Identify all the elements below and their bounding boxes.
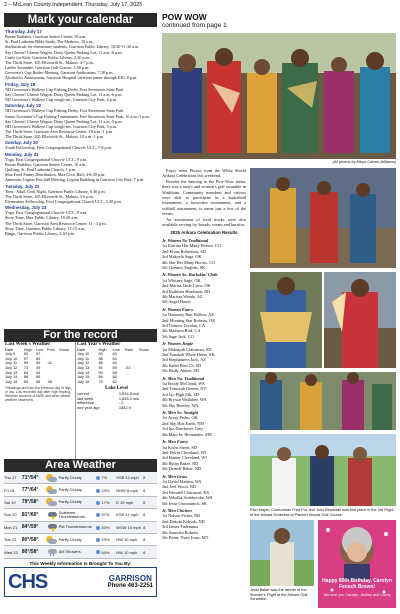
record-section xyxy=(4,342,157,459)
winner-caption: Jessi Baker was the winner of the Women's Flight at the Arikara Golf Scramble. xyxy=(250,588,308,601)
results-entry: 1st Avery Pedro, OK xyxy=(162,415,198,421)
results-entry: 5th Prime Three Irons, MT xyxy=(162,535,209,540)
partly-cloudy-icon xyxy=(46,498,56,506)
calendar-event: Yoga, First Congregational Church- UCC, 9 a.m. xyxy=(5,156,88,162)
weather-wind: E 10 mph xyxy=(116,499,134,505)
weather-wind: SSE 12 mph xyxy=(116,475,139,481)
calendar-event: The Thrift Store, Garrison Area Resource Center, 10 a.m.-1 p.m. xyxy=(5,128,114,134)
last-week-header: Prec xyxy=(46,346,55,352)
last-year-header: High xyxy=(98,346,107,352)
calendar-event: Say Cheese! Cheese Wagon, Dairy Queen Parking Lot, 11 a.m.-6 p.m. xyxy=(5,91,123,97)
raindrop-icon xyxy=(96,501,100,505)
photo-credit: (All photos by Ethyn Calvert-Williams) xyxy=(332,160,396,164)
results-entry: 3rd Stephaneers Jack, AZ xyxy=(162,357,206,363)
raindrop-icon xyxy=(96,550,100,554)
results-entry: 1st Kisen Street, SD xyxy=(162,444,197,450)
weather-rain-value: 40% xyxy=(101,524,110,530)
calendar-event: Story Time, Max Public Library, 10:30 a.m. xyxy=(5,215,79,221)
results-category: Jr. Men So. Straight xyxy=(162,410,198,416)
results-entry: 3rd Kathleen Headman, ND xyxy=(162,288,211,294)
results-entry: 4th Nikolka Scabbyrobe, WA xyxy=(162,495,213,501)
last-week-title: Last Week's Weather xyxy=(5,342,51,347)
results-category: Jr. Men Grass xyxy=(162,473,188,479)
lake-level-cell: last week xyxy=(77,395,94,401)
sponsor-block xyxy=(4,561,157,597)
calendar-event: Boone Builders, Garrison Senior Center, 10 a.m. xyxy=(5,34,87,40)
results-entry: 3rd Makayla Sage, OK xyxy=(162,254,202,260)
weather-rain-chance xyxy=(96,525,116,530)
lake-level-row xyxy=(77,406,156,411)
calendar-event: Say Cheese! Cheese Wagon, Dairy Queen Parking Lot, 11 a.m.-6 p.m. xyxy=(5,49,123,55)
pow-wow-article xyxy=(162,13,396,611)
results-category: Jr. Men Chicken xyxy=(162,507,192,513)
last-week-cell: July 10 xyxy=(5,355,18,361)
results-heading: 2025 Arikara Celebration Results xyxy=(170,230,238,236)
weather-temp: 84°/59° xyxy=(21,524,39,531)
last-week-cell: 99 xyxy=(23,360,29,366)
weather-day: Thu 17 xyxy=(4,475,17,481)
calendar-event: Say Cheese! Cheese Wagon, Dairy Queen Parking Lot, 11 a.m.-5 p.m. xyxy=(5,118,123,124)
lake-level-cell: one year ago xyxy=(77,404,100,410)
thunderstorm-icon xyxy=(46,511,56,519)
last-year-cell: 65 xyxy=(112,374,117,380)
dancer-photo-1 xyxy=(250,168,396,268)
last-year-cell xyxy=(139,380,156,385)
weather-forecast xyxy=(4,472,157,559)
article-paragraph: An assortment of food trucks were also available serving fry-breads, cream and burritos. xyxy=(162,216,246,228)
last-week-cell: July 12 xyxy=(5,364,18,370)
weather-day-row xyxy=(4,509,157,521)
results-entry: 5th Sage Jack, CO xyxy=(162,333,194,339)
last-year-row xyxy=(77,380,156,385)
weather-day: Tue 22 xyxy=(4,537,17,543)
last-week-cell: 49 xyxy=(36,364,41,370)
last-week-cell: 60 xyxy=(36,355,41,361)
calendar-event: Alcoholics Anonymous, Garrison Hospital cafeteria (enter through ER), 8 p.m. xyxy=(5,75,138,81)
results-entry: 3rd Hunter Cleveland, WI xyxy=(162,455,207,461)
calendar-event: Max Food Pantry Distribution, Max Civic Hall, 4-6:30 p.m. xyxy=(5,172,106,178)
calendar-event: ND Governor's Walleye Cup weigh-ins, Garrison City Park, 4 p.m. xyxy=(5,97,118,103)
weather-rain-chance xyxy=(96,488,116,493)
dancer-photo-2 xyxy=(250,272,322,368)
last-week-cell: 88 xyxy=(23,374,29,380)
last-year-weather xyxy=(76,342,157,459)
last-week-cell: July 13 xyxy=(5,369,18,375)
last-week-cell: 59 xyxy=(36,360,41,366)
results-entry: 3rd Iyo High Elk, SD xyxy=(162,391,199,397)
last-year-cell: 86 xyxy=(98,374,103,380)
weather-wind: NNW 8 mph xyxy=(116,487,139,493)
last-year-cell: 62 xyxy=(112,378,117,384)
weather-condition: Scattered Thunderstorms xyxy=(58,509,85,519)
calendar-event: ND Governor's Walleye Cup Fishing Derby, Fort Stevenson State Park xyxy=(5,86,124,92)
last-week-cell: 84 xyxy=(23,369,29,375)
results-entry: 4th Madison Bird, CA xyxy=(162,328,201,334)
last-year-cell: 90 xyxy=(98,369,103,375)
last-year-cell: 69 xyxy=(112,364,117,370)
last-year-cell: July 14 xyxy=(77,369,90,375)
results-entry: 1st Katrina Her Many Horses, CO xyxy=(162,243,221,249)
weather-temp: 79°/58° xyxy=(21,499,39,506)
raindrop-icon xyxy=(96,526,100,530)
weather-rain-value: 24% xyxy=(101,487,110,493)
weather-day-row xyxy=(4,546,157,558)
lake-level-cell: difference xyxy=(77,400,95,406)
area-weather-title: Area Weather xyxy=(4,459,157,472)
golf-caption: Rich Mayer, Councilman Fred Fox and John Beanstall took first place in the 3rd Flight of the Arikara Scramble at Painted Woods Golf Course. xyxy=(250,508,394,517)
results-entry: 1st Makaiyah Clairmont, SD xyxy=(162,346,212,352)
calendar-event: ND Governor's Walleye Cup weigh-ins, Garrison City Park, 5 p.m. xyxy=(5,123,118,129)
last-week-cell xyxy=(59,380,74,385)
weather-rain-chance xyxy=(96,550,116,555)
last-week-header: Date xyxy=(5,346,14,352)
lake-level-cell: 1842.9 xyxy=(118,404,131,410)
results-entry: 2nd David Cleveland, WI xyxy=(162,449,207,455)
lake-level-title: Lake Level xyxy=(105,386,128,392)
results-entry: 5th Angel Harris xyxy=(162,299,191,305)
article-body xyxy=(162,168,246,608)
results-entry: 2nd Elyna Robertson, SD xyxy=(162,248,206,254)
birthday-ad xyxy=(318,520,396,608)
results-category: Jr. Women No Traditional xyxy=(162,237,209,243)
last-year-header: Snow xyxy=(138,346,149,352)
last-week-cell: 54 xyxy=(36,369,41,375)
weather-day: Mon 21 xyxy=(4,524,18,530)
results-category: Jr. Men No. Traditional xyxy=(162,375,205,381)
last-week-table xyxy=(5,348,74,385)
weather-wind: WSW 10 mph xyxy=(116,524,141,530)
last-year-cell: 58 xyxy=(112,369,117,375)
weather-temp: 77°/64° xyxy=(21,487,39,494)
last-year-header: Date xyxy=(77,346,86,352)
article-title: POW WOW xyxy=(162,12,207,22)
results-entry: 4th Marissa Wendy, AZ xyxy=(162,293,203,299)
weather-rain-value: 57% xyxy=(101,512,110,518)
calendar-day-heading: Friday, July 18 xyxy=(5,81,36,87)
calendar-event: American Legion Post #49 Meeting, Legion Building in Garrison City Park, 7 p.m. xyxy=(5,177,145,183)
dancer-photo-3 xyxy=(324,272,396,368)
results-entry: 2nd Yanehah White Horse, SK xyxy=(162,352,215,357)
results-entry: 3rd Wendell Clairmont, KS xyxy=(162,489,210,495)
weather-condition: Partly Cloudy xyxy=(58,499,82,505)
weather-rain-value: 23% xyxy=(101,537,110,543)
weather-rain-value: 54% xyxy=(101,549,110,555)
weather-day-row xyxy=(4,472,157,484)
last-year-cell: 91 xyxy=(98,364,103,370)
results-entry: 4th Bryson Wallahee, WA xyxy=(162,397,207,403)
calendar-day-heading: Saturday, July 19 xyxy=(5,103,41,109)
dancer-photo-4 xyxy=(250,372,396,430)
weather-condition: Partly Cloudy xyxy=(58,474,82,480)
last-week-cell: July 14 xyxy=(5,374,18,380)
last-week-row xyxy=(5,380,74,385)
last-week-cell: .11 xyxy=(46,360,53,366)
last-week-cell: 58 xyxy=(36,378,41,384)
weather-day-row xyxy=(4,484,157,496)
weather-rain-value: 7% xyxy=(101,475,108,481)
last-year-cell: 86 xyxy=(98,355,103,361)
calendar-event: Quilting, St. Paul Lutheran Church, 1 p.m. xyxy=(5,167,77,173)
last-year-cell: 64 xyxy=(112,355,117,361)
last-week-cell: July 9 xyxy=(5,351,16,357)
weather-uv: 8 xyxy=(143,475,146,481)
raindrop-icon xyxy=(96,513,100,517)
weather-temp: 71°/54° xyxy=(21,474,39,481)
weather-day: Fri 18 xyxy=(4,487,15,493)
last-year-cell: July 10 xyxy=(77,351,90,357)
weather-condition: Partly Cloudy xyxy=(58,536,82,542)
last-week-cell: July 15 xyxy=(5,378,18,384)
chs-logo: CHS xyxy=(8,570,48,593)
lake-level-cell: -.2 xyxy=(118,400,124,406)
weather-day: Sun 20 xyxy=(4,512,17,518)
results-entry: 5th Darnell Baker, ND xyxy=(162,466,201,472)
results-entry: 2nd Joel Wood, ND xyxy=(162,484,196,490)
raindrop-icon xyxy=(96,538,100,542)
last-year-cell: 79 xyxy=(98,378,103,384)
calendar-event: The Thrift Store, 105 Ellsworth St., Makoti, 10 a.m.-1 p.m. xyxy=(5,134,105,140)
results-category: Jr. Men Fancy xyxy=(162,439,189,445)
last-week-cell: 73 xyxy=(23,364,29,370)
calendar-day-heading: Monday, July 21 xyxy=(5,151,39,157)
calendar-event: The Thrift Store, Garrison Area Resource Center, 11 - 3 p.m. xyxy=(5,220,107,226)
birthday-sub: We love you Carolyn, Ashley and Corey xyxy=(323,593,391,597)
last-week-header: Low xyxy=(36,346,44,352)
calendar-event: Boone Builders, Garrison Senior Center, 10 a.m. xyxy=(5,161,87,167)
raindrop-icon xyxy=(96,476,100,480)
weather-wind: NW 10 mph xyxy=(116,537,138,543)
last-week-weather xyxy=(4,342,76,459)
results-entry: 1st Nelson Fisher, ND xyxy=(162,513,201,519)
last-year-cell: July 12 xyxy=(77,360,90,366)
weather-rain-chance xyxy=(96,500,116,505)
lake-level-cell: 1,834.8 msl xyxy=(118,390,140,396)
last-week-cell: .06 xyxy=(46,378,53,384)
results-entry: 4th Rylan Baker, ND xyxy=(162,460,199,466)
weather-day: Wed 23 xyxy=(4,549,18,555)
jessi-baker-photo xyxy=(250,520,314,586)
calendar-event: The Thrift Store, 105 Ellsworth St., Makoti, 3-6 p.m. xyxy=(5,193,94,199)
last-year-cell: 86 xyxy=(98,360,103,366)
last-year-cell: July 15 xyxy=(77,374,90,380)
calendar-day-heading: Sunday, July 20 xyxy=(5,140,38,146)
last-year-cell: 63 xyxy=(112,360,117,366)
weather-uv: 8 xyxy=(143,487,146,493)
calendar-event: Youth Fellowship, First Congregational Church- UCC, 7-8 p.m. xyxy=(5,145,112,151)
calendar-event: Elementary Fellowship, First Congregational Church UCC, 5:30 p.m. xyxy=(5,199,122,204)
results-entry: 4th Star Her Many Horses, CO xyxy=(162,259,216,265)
results-entry: 5th Hadly Akken, SD xyxy=(162,368,199,374)
weather-uv: 8 xyxy=(143,537,146,543)
calendar-event: St. Paul Lutheran Bible Study, The Medows, 10 a.m. xyxy=(5,39,94,45)
last-year-cell: July 13 xyxy=(77,364,90,370)
weather-uv: 8 xyxy=(143,524,146,530)
calendar-list xyxy=(4,27,157,328)
results-entry: 1st Brody McCloud, WA xyxy=(162,381,205,387)
weather-uv: 8 xyxy=(143,499,146,505)
results-entry: 2nd Tomorah Greens, NV xyxy=(162,386,207,392)
calendar-day-heading: Thursday, July 17 xyxy=(5,29,42,34)
last-year-title: Last Year's Weather xyxy=(77,342,121,347)
thunderstorm-icon xyxy=(46,523,56,531)
results-entry: 5th Sky Beasley, WA xyxy=(162,402,199,408)
weather-condition: Partly Cloudy xyxy=(58,487,82,493)
weather-rain-chance xyxy=(96,537,116,542)
sponsor-town: GARRISON xyxy=(108,574,152,584)
last-week-cell: 89 xyxy=(23,378,29,384)
results-category: Jr. Women So. Buckskin/ Cloth xyxy=(162,272,218,278)
calendar-event: Bingo, Garrison Public Library, 2:30 p.m. xyxy=(5,230,76,236)
results-entry: 1st David Madera, WA xyxy=(162,478,202,484)
last-year-header: Low xyxy=(112,346,120,352)
sponsor-ad xyxy=(4,567,157,597)
weather-rain-chance xyxy=(96,475,116,480)
last-week-cell: 57 xyxy=(36,351,41,357)
last-year-cell: July 11 xyxy=(77,355,90,361)
calendar-day-heading: Wednesday, July 23 xyxy=(5,205,47,211)
weather-rain-chance xyxy=(96,512,116,517)
record-title: For the record xyxy=(4,329,157,342)
last-year-cell: 63 xyxy=(112,351,117,357)
birthday-banner: Happy 80th Birthday, Carolyn Fenech Brown! xyxy=(322,578,392,590)
weather-note: *Readings are from the previous day of high, or low. Low recorded day after high reading. Weather courtesy of NWS and other official weather observers. xyxy=(5,386,73,403)
calendar-event: Story Time, Garrison Public Library, 11:15 a.m. xyxy=(5,225,86,231)
results-entry: 5th Jesse Osmoninick, SK xyxy=(162,500,208,506)
last-year-cell: July 16 xyxy=(77,378,90,384)
calendar-title: Mark your calendar xyxy=(4,13,157,27)
weather-wind: ESE 11 mph xyxy=(116,512,139,518)
weather-day-row xyxy=(4,534,157,546)
results-entry: 4th Isabel Bird Ch, SD xyxy=(162,362,202,368)
weather-day: Sat 19 xyxy=(4,499,16,505)
results-entry: 2nd Dakota Kebyah, ND xyxy=(162,518,205,524)
weather-uv: 8 xyxy=(143,512,146,518)
calendar-event: Junior Governor's Cup Fishing Tournament, Fort Stevenson State Park, 10 a.m.-1 p.m. xyxy=(5,113,150,119)
partly-cloudy-icon xyxy=(46,474,56,482)
showers-icon xyxy=(46,548,56,556)
last-year-header: Rain xyxy=(124,346,133,352)
weather-temp: 80°/58° xyxy=(21,536,39,543)
results-entry: 5th Chesney English, SK xyxy=(162,264,206,270)
partly-cloudy-icon xyxy=(46,536,56,544)
calendar-event: Stafftasticals for elementary students, Garrison Public Library, 10:30-11:30 a.m. xyxy=(5,44,140,50)
results-entry: 2nd Marisa Little Crow, OK xyxy=(162,283,211,289)
sponsor-phone: Phone 463-2251 xyxy=(107,583,153,590)
calendar-event: Governor's Cup Rodeo Meeting, Garrison Auditorium, 7:30 p.m. xyxy=(5,70,114,76)
calendar-event: The Thrift Store, 105 Ellsworth St., Makoti, 4-7 p.m. xyxy=(5,59,94,65)
results-entry: 2nd Morning Star Roberts, OK xyxy=(162,317,216,323)
results-entry: 3rd Ipa Dutchover Grey xyxy=(162,426,204,432)
results-entry: 3rd James Padeninus xyxy=(162,524,199,530)
last-week-cell: 97 xyxy=(23,355,29,361)
raindrop-icon xyxy=(96,489,100,493)
last-week-cell: 82 xyxy=(23,351,29,357)
weather-condition: PM Thunderstorms xyxy=(58,524,92,530)
lake-level-cell: 1,835.0 msl xyxy=(118,395,140,401)
left-column xyxy=(4,13,157,611)
results-category: Jr. Women Jingle xyxy=(162,341,193,347)
weather-temp: 81°/60° xyxy=(21,511,39,518)
results-category: Jr. Women Fancy xyxy=(162,306,194,312)
weather-wind: NW 10 mph xyxy=(116,549,138,555)
last-week-cell: July 11 xyxy=(5,360,18,366)
calendar-event: Teen / Adult Craft Night, Garrison Public Library, 6:30 p.m. xyxy=(5,188,106,194)
sponsor-line: This Weekly Information Is Brought To You By: xyxy=(29,560,132,566)
calendar-event: Yoga, First Congregational Church- UCC, 9 a.m. xyxy=(5,210,88,216)
last-year-cell: .02 xyxy=(124,364,131,370)
article-paragraph: Besides the dancing in the Pow-Wow arena, there was a men's and women's golf scramble in Washburn. Community members and visitors were able to participate in a basketball tournament, a horseshoe tournament, and a softball tournament, to name just a few of the events. xyxy=(162,178,246,217)
weather-temp: 80°/58° xyxy=(21,549,39,556)
weather-rain-value: 17% xyxy=(101,499,110,505)
article-subtitle: continued from page 1 xyxy=(162,22,227,29)
last-week-header: Snow xyxy=(59,346,69,352)
last-week-header: High xyxy=(23,346,32,352)
weather-day-row xyxy=(4,522,157,534)
last-year-cell xyxy=(125,380,139,385)
results-entry: 4th Mato Iw Hernandez, MN xyxy=(162,431,212,437)
last-year-cell: 83 xyxy=(98,351,103,357)
partly-cloudy-icon xyxy=(46,486,56,494)
calendar-day-heading: Tuesday, July 22 xyxy=(5,183,40,189)
calendar-event: ND Governor's Walleye Cup Fishing Derby, Fort Stevenson State Park xyxy=(5,108,124,114)
golf-winners-photo xyxy=(250,434,396,506)
results-entry: 4th Sonnoka Roberts xyxy=(162,529,199,535)
results-entry: 1st Whitney Sage, OK xyxy=(162,277,201,283)
weather-day-row xyxy=(4,497,157,509)
weather-condition: AM Showers xyxy=(58,549,81,555)
results-entry: 3rd Genesis Tocalan, CA xyxy=(162,322,206,328)
article-paragraph: Enjoy more Photos from the White Shield Arikara Celebration this weekend. xyxy=(162,168,246,179)
calendar-event: Crafts for Kids, Garrison Public Library, 2:30 p.m. xyxy=(5,54,90,60)
masthead: 2 – McLean County Independent, Thursday, July 17, 2025 xyxy=(4,2,143,8)
lake-level-table xyxy=(77,392,156,410)
calendar-event: Ladies Scramble, Garrison Golf Course, 5:30 p.m. xyxy=(5,65,90,71)
weather-uv: 8 xyxy=(143,549,146,555)
results-entry: 1st Harmony Bun Hollow, AZ xyxy=(162,312,214,318)
pow-wow-dancers-photo xyxy=(162,33,396,159)
lake-level-cell: current xyxy=(77,390,90,396)
last-year-table xyxy=(77,348,156,385)
last-week-cell: 65 xyxy=(36,374,41,380)
results-entry: 2nd Sky Hits Earth, NM xyxy=(162,420,204,426)
